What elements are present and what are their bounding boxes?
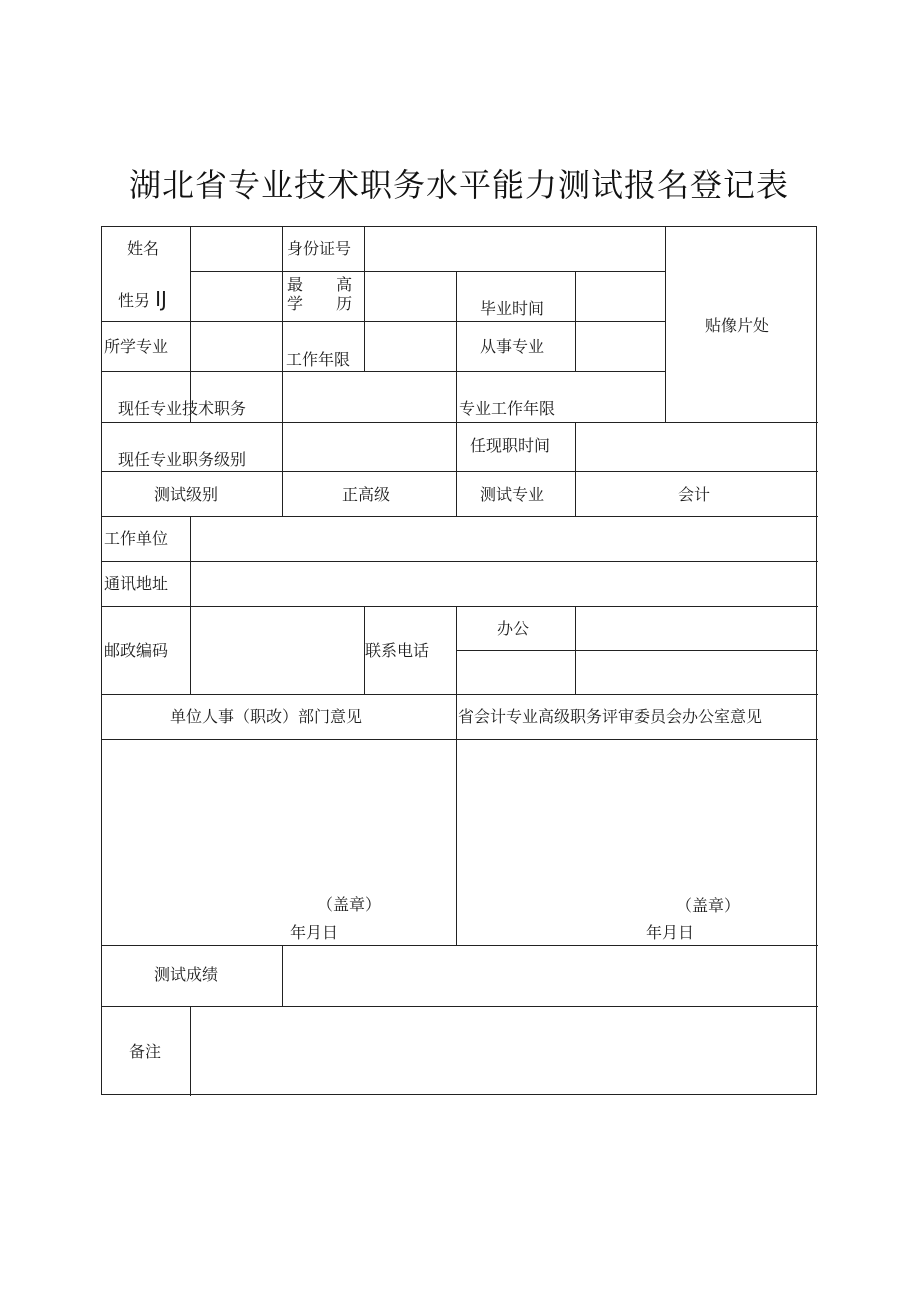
postcode-field[interactable] [190,607,362,694]
appointment-time-field[interactable] [575,422,816,470]
professional-years-label: 专业工作年限 [459,399,556,418]
address-field[interactable] [190,562,816,605]
work-years-label: 工作年限 [286,350,351,369]
current-field-label: 从事专业 [480,337,545,356]
hr-opinion-label: 单位人事（职改）部门意见 [170,707,363,726]
committee-opinion-label: 省会计专业高级职务评审委员会办公室意见 [458,707,763,726]
test-level-value: 正高级 [342,485,391,504]
seal-left: （盖章） [317,895,382,914]
phone-label: 联系电话 [365,641,430,660]
gender-label-suffix: IJ [155,287,167,311]
employer-field[interactable] [190,517,816,560]
remarks-field[interactable] [190,1007,816,1094]
gender-field[interactable] [190,271,279,320]
address-label: 通讯地址 [104,574,169,593]
education-field[interactable] [364,271,453,320]
test-score-label: 测试成绩 [154,965,219,984]
test-major-label: 测试专业 [480,485,545,504]
graduation-time-label: 毕业时间 [480,299,545,318]
gender-label-text: 性另 [118,291,151,310]
office-phone-field[interactable] [575,607,816,649]
date-left: 年月日 [290,923,339,942]
employer-label: 工作单位 [104,529,169,548]
current-title-label: 现任专业技术职务 [118,399,247,418]
postcode-label: 邮政编码 [104,641,169,660]
major-studied-label: 所学专业 [104,337,169,356]
name-field[interactable] [190,227,279,270]
seal-right: （盖章） [676,896,741,915]
committee-opinion-field[interactable] [456,740,816,943]
work-years-field[interactable] [364,321,453,370]
current-field-field[interactable] [575,321,663,370]
id-number-label: 身份证号 [287,239,352,258]
current-level-field[interactable] [282,422,454,470]
education-label-line1: 最 高 [287,275,367,294]
date-right: 年月日 [646,923,695,942]
gender-label [118,287,167,311]
graduation-time-field[interactable] [575,271,663,320]
current-title-field[interactable] [282,371,454,421]
education-label-line2: 学 历 [287,294,367,313]
major-studied-field[interactable] [190,321,279,370]
current-level-label: 现任专业职务级别 [118,450,247,469]
appointment-time-label: 任现职时间 [470,436,551,455]
form-title: 湖北省专业技术职务水平能力测试报名登记表 [128,166,789,204]
id-number-field[interactable] [364,227,663,270]
professional-years-field[interactable] [575,371,663,421]
remarks-label: 备注 [129,1042,162,1061]
mobile-phone-field[interactable] [575,651,816,694]
hr-opinion-field[interactable] [102,740,454,943]
test-major-value: 会计 [678,485,711,504]
test-score-field[interactable] [282,946,816,1004]
office-phone-label: 办公 [497,619,530,638]
photo-placeholder-label: 贴像片处 [705,316,770,335]
name-label: 姓名 [127,239,160,258]
test-level-label: 测试级别 [154,485,219,504]
